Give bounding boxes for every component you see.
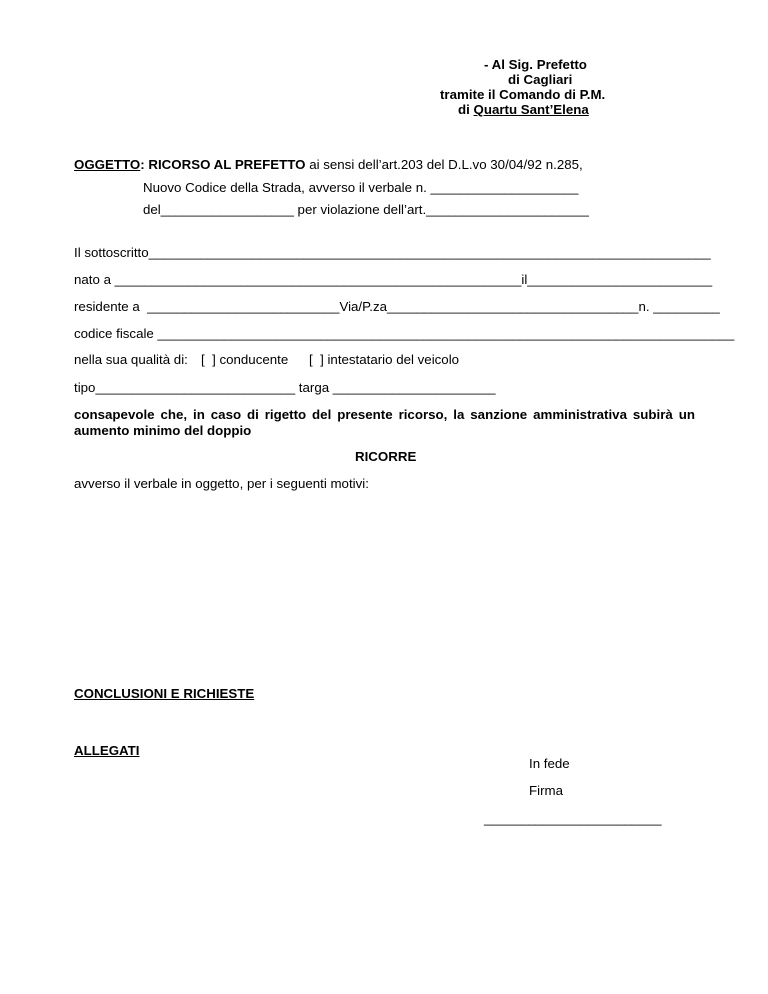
subject-label: OGGETTO	[74, 157, 141, 172]
subject-line-1	[74, 157, 583, 173]
addressee-line-city: di Cagliari	[508, 72, 573, 87]
signature-line: ________________________	[484, 811, 662, 826]
signature-label: Firma	[529, 783, 563, 798]
subject-text: ai sensi dell’art.203 del D.L.vo 30/04/92 n.285,	[305, 157, 583, 172]
tax-code-field: codice fiscale ______________________________________________________________________________	[74, 326, 735, 341]
subject-colon: :	[140, 157, 145, 172]
addressee-line-prefect: - Al Sig. Prefetto	[484, 57, 587, 72]
warning-paragraph: consapevole che, in caso di rigetto del presente ricorso, la sanzione amministrativa subirà un aumento minimo del doppio	[74, 407, 695, 438]
subject-line-3: del__________________ per violazione dell’art.______________________	[143, 202, 589, 217]
addressee-line-place	[458, 102, 589, 118]
addressee-line-command: tramite il Comando di P.M.	[440, 87, 606, 102]
vehicle-field: tipo___________________________ targa ______________________	[74, 380, 496, 395]
conclusions-heading: CONCLUSIONI E RICHIESTE	[74, 686, 255, 701]
option-owner: [ ] intestatario del veicolo	[309, 352, 460, 367]
attachments-heading: ALLEGATI	[74, 743, 140, 758]
capacity-label: nella sua qualità di:	[74, 352, 188, 367]
appeal-intro: avverso il verbale in oggetto, per i seguenti motivi:	[74, 476, 369, 491]
option-driver: [ ] conducente	[201, 352, 289, 367]
appeal-heading: RICORRE	[355, 449, 417, 464]
birth-field: nato a _______________________________________________________il_________________________	[74, 272, 713, 287]
addressee-place-name: Quartu Sant’Elena	[473, 102, 589, 117]
in-faith-label: In fede	[529, 756, 570, 771]
residence-field: residente a __________________________Via/P.za__________________________________n. _________	[74, 299, 720, 314]
undersigned-field: Il sottoscritto____________________________________________________________________________	[74, 245, 711, 260]
subject-title: RICORSO AL PREFETTO	[144, 157, 306, 172]
addressee-place-prefix: di	[458, 102, 474, 117]
subject-line-2: Nuovo Codice della Strada, avverso il verbale n. ____________________	[143, 180, 579, 195]
